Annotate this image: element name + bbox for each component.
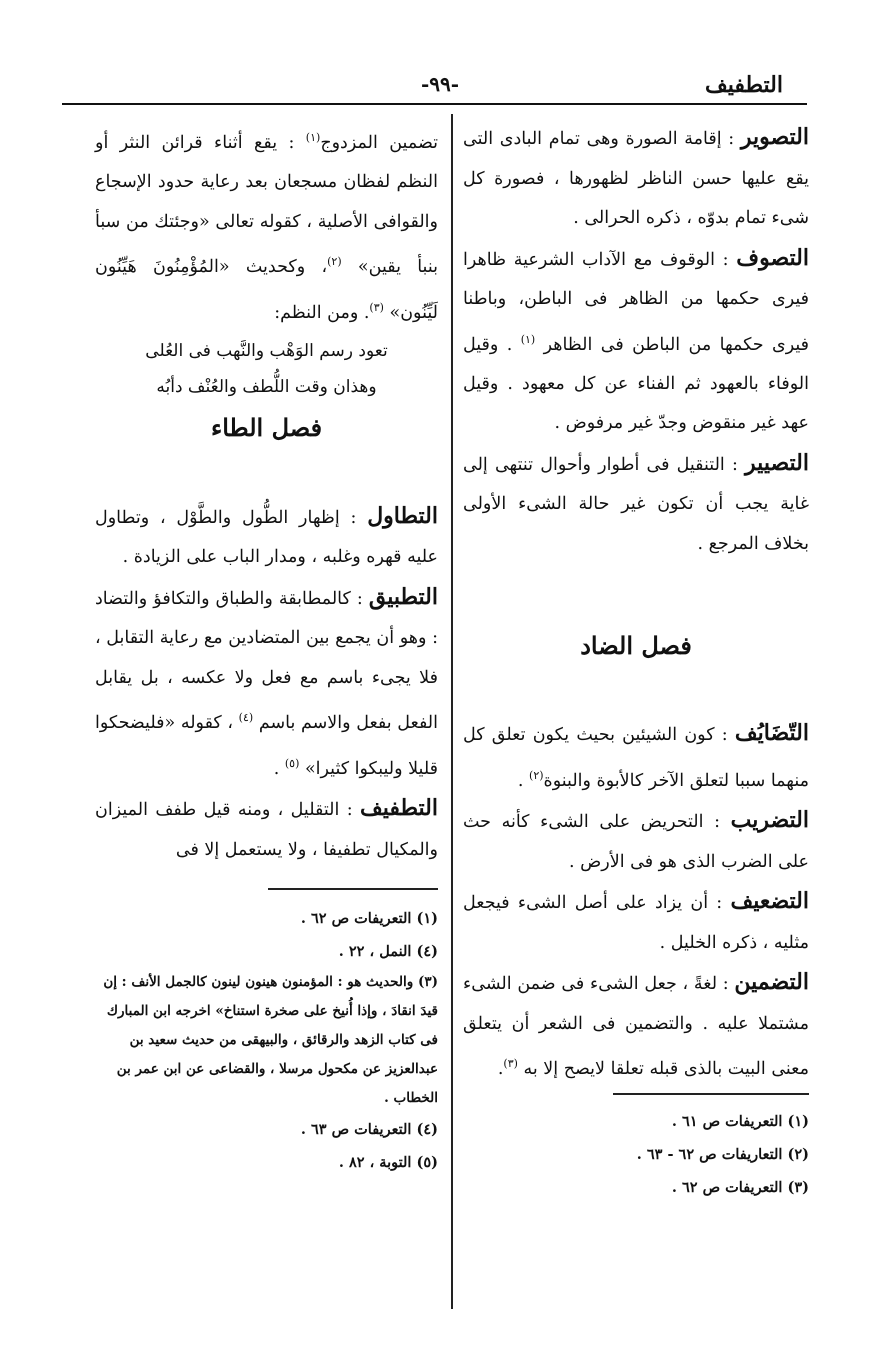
entry-tatfeef <box>95 789 438 870</box>
footnote-marker[interactable]: (٢) <box>327 255 342 269</box>
column-divider <box>451 114 453 1309</box>
entry-text: : لغةً ، جعل الشىء فى ضمن الشىء مشتملا عليه . والتضمين فى الشعر أن يتعلق معنى البيت بالذى قبله تعلقا لايصح إلا به <box>463 974 809 1079</box>
entry-text: : التنقيل فى أطوار وأحوال تنتهى إلى غاية يجب أن تكون غير حالة الشىء الأولى بخلاف المرجع . <box>463 454 809 554</box>
entry-term: التضمين <box>734 969 809 996</box>
entry-term: التصوف <box>736 244 809 271</box>
entry-tatawul <box>95 497 438 578</box>
entry-tadeef <box>463 882 809 963</box>
left-column <box>95 118 438 1179</box>
entry-text: . ومن النظم: <box>274 302 370 323</box>
poem-verse: تعود رسم الوَهْب والنَّهب فى العُلى <box>145 340 388 361</box>
footnotes-right <box>463 1105 809 1204</box>
footnotes-left <box>95 902 438 1179</box>
entry-term: التضعيف <box>730 888 809 915</box>
entry-text: . <box>497 1058 504 1079</box>
entry-tadreeb <box>463 801 809 882</box>
entry-text: : كون الشيئين بحيث يكون تعلق كل منهما سببا لتعلق الآخر كالأبوة والبنوة <box>463 725 809 791</box>
entry-text: تضمين المزدوج <box>320 132 438 153</box>
footnote-marker[interactable]: (٣) <box>369 300 384 314</box>
entry-tadmeen <box>463 963 809 1089</box>
footnote-marker[interactable]: (٣) <box>503 1057 518 1071</box>
footnote-rule <box>613 1093 809 1095</box>
page-number: -٩٩- <box>420 72 460 96</box>
footnote-marker[interactable]: (١) <box>305 131 321 144</box>
entry-text: : الوقوف مع الآداب الشرعية ظاهرا فيرى حكمها من الظاهر فى الباطن، وباطنا فيرى حكمها من الباطن فى الظاهر <box>463 249 809 355</box>
entry-text: : يقع أثناء قرائن النثر أو النظم لفظان مسجعان بعد رعاية حدود الإسجاع والقوافى الأصلية ، كقوله تعالى «وجئتك من سبأ بنبأ يقين» <box>95 132 438 278</box>
entry-text: . وقيل الوفاء بالعهود ثم الفناء عن كل معهود . وقيل عهد غير منقوض وجدّ غير مرفوض . <box>463 334 809 434</box>
entry-text: : إقامة الصورة وهى تمام البادى التى يقع عليها حسن الناظر لظهورها ، فصورة كل شىء تمام بدوّه ، ذكره الحرالى . <box>463 129 809 228</box>
footnote-marker[interactable]: (٥) <box>284 756 300 770</box>
entry-term: التصيير <box>745 449 809 476</box>
entry-tasweer <box>463 118 809 239</box>
footnote: (٥) التوبة ، ٨٢ . <box>338 1153 438 1171</box>
header-rule <box>62 103 807 105</box>
footnote: (٣) والحديث هو : المؤمنون هينون لينون كالجمل الأنف : إن قيدَ انقادَ ، وإذا أُنيخ على صخرة استناخ» اخرجه ابن المبارك فى كتاب الزهد والرقائق ، والبيهقى من حديث سعيد بن عبدالعزيز عن مكحول مرسلا ، والقضاعى عن ابن عمر بن الخطاب . <box>103 973 438 1106</box>
footnote-marker[interactable]: (٢) <box>529 768 544 782</box>
right-column <box>463 118 809 1204</box>
entry-term: التصوير <box>740 124 809 150</box>
footnote-marker[interactable]: (٤) <box>238 711 254 725</box>
footnote-marker[interactable]: (١) <box>520 332 536 346</box>
entry-term: التطاول <box>367 502 438 529</box>
entry-text: : التحريض على الشىء كأنه حث على الضرب الذى هو فى الأرض . <box>463 812 809 872</box>
entry-text: . <box>273 758 285 779</box>
entry-text: ، كقوله «فليضحكوا قليلا وليبكوا كثيرا» <box>95 713 438 779</box>
footnote: (٤) النمل ، ٢٢ . <box>338 942 438 960</box>
entry-text: . <box>517 770 530 791</box>
entry-term: التطفيف <box>359 795 438 822</box>
entry-tatbeeq <box>95 578 438 789</box>
entry-text: ، وكحديث «المُؤْمِنُونَ هَيِّنُون لَيِّنُون» <box>95 257 438 323</box>
footnote: (٢) التعاريفات ص ٦٢ - ٦٣ . <box>636 1145 809 1163</box>
entry-term: التضريب <box>730 807 809 834</box>
entry-continuation <box>95 118 438 333</box>
entry-tasawwuf <box>463 239 809 444</box>
footnote-rule <box>268 888 438 890</box>
footnote: (١) التعريفات ص ٦١ . <box>671 1112 809 1130</box>
entry-text: : إظهار الطُّول والطَّوْل ، وتطاول عليه قهره وغلبه ، ومدار الباب على الزيادة . <box>95 507 438 568</box>
footnote: (١) التعريفات ص ٦٢ . <box>300 909 438 927</box>
footnote: (٤) التعريفات ص ٦٣ . <box>300 1120 438 1138</box>
entry-text: : التقليل ، ومنه قيل طفف الميزان والمكيال تطفيفا ، ولا يستعمل إلا فى <box>95 800 438 860</box>
entry-tasyeer <box>463 444 809 565</box>
section-title-ta: فصل الطاء <box>210 412 323 442</box>
entry-text: : أن يزاد على أصل الشىء فيجعل مثليه ، ذكره الخليل . <box>463 893 809 953</box>
entry-term: التّضَايُف <box>734 720 809 747</box>
entry-tadayuf <box>463 714 809 801</box>
running-title: التطفيف <box>704 72 783 98</box>
footnote: (٣) التعريفات ص ٦٢ . <box>671 1178 809 1196</box>
section-title-dad: فصل الضاد <box>580 631 692 661</box>
entry-term: التطبيق <box>368 583 438 610</box>
poem-verse: وهذان وقت اللُّطف والعُنْف دأبُه <box>156 376 377 397</box>
entry-text: : كالمطابقة والطباق والتكافؤ والتضاد : وهو أن يجمع بين المتضادين مع رعاية التقابل ، فلا يجىء باسم مع فعل ولا عكسه ، بل يقابل الفعل بفعل والاسم باسم <box>95 588 438 734</box>
